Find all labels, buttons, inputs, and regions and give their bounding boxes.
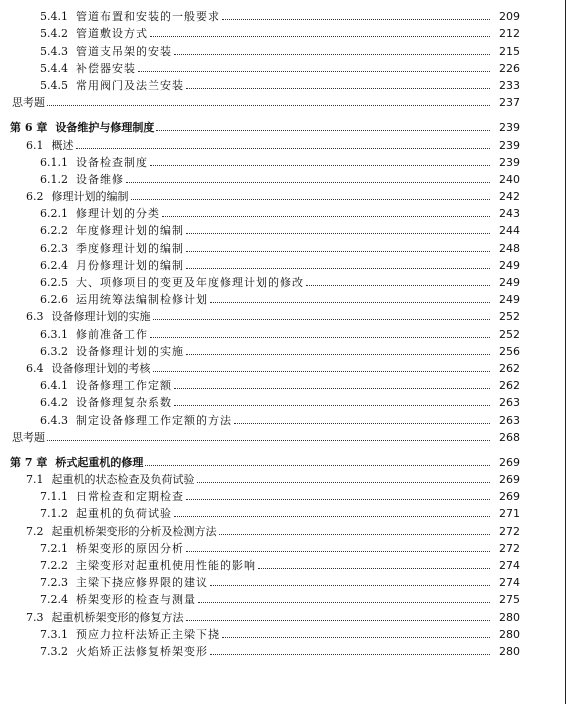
toc-entry[interactable] (0, 40, 520, 57)
toc-entry[interactable] (0, 427, 520, 444)
toc-entry-page: 243 (499, 207, 520, 221)
toc-entry-number: 6.3.1 (40, 327, 68, 341)
toc-entry-number: 6.1.1 (40, 155, 68, 169)
leader-dots (306, 285, 490, 286)
toc-entry-title: 设备修理计划的实施 (76, 344, 184, 358)
toc-entry-page: 274 (499, 559, 520, 572)
toc-entry-page: 239 (499, 155, 520, 169)
leader-dots (174, 516, 490, 517)
toc-entry-page: 272 (499, 541, 520, 555)
leader-dots (153, 371, 491, 372)
toc-entry-page: 233 (499, 78, 520, 92)
toc-entry-number: 6.2.3 (40, 241, 68, 255)
toc-entry-number: 7.2.4 (40, 593, 68, 607)
toc-entry-title: 管道布置和安装的一般要求 (76, 10, 220, 24)
toc-entry-number: 7.1.1 (40, 490, 68, 504)
toc-entry-number: 7.3.2 (40, 644, 68, 658)
toc-entry-title: 火焰矫正法修复桥架变形 (76, 644, 208, 658)
toc-entry-number: 5.4.4 (40, 61, 68, 75)
toc-entry[interactable] (0, 186, 520, 203)
leader-dots (150, 337, 490, 338)
toc-entry-title: 季度修理计划的编制 (76, 241, 184, 255)
toc-entry[interactable] (0, 452, 520, 469)
leader-dots (186, 620, 491, 621)
toc-entry-page: 269 (499, 490, 520, 504)
toc-entry-page: 212 (499, 27, 520, 41)
toc-entry[interactable] (0, 538, 520, 555)
toc-entry[interactable] (0, 624, 520, 641)
toc-entry-page: 262 (499, 361, 520, 375)
leader-dots (186, 499, 490, 500)
leader-dots (162, 216, 490, 217)
toc-entry-number: 6.2.4 (40, 258, 68, 272)
toc-entry[interactable] (0, 503, 520, 520)
toc-entry[interactable] (0, 375, 520, 392)
toc-entry[interactable] (0, 92, 520, 109)
toc-entry-number: 6.4.2 (40, 396, 68, 410)
leader-dots (222, 637, 490, 638)
toc-entry[interactable] (0, 520, 520, 537)
toc-entry-number: 6.3 (26, 310, 44, 324)
toc-entry[interactable] (0, 272, 520, 289)
toc-entry-number: 第 7 章 (10, 455, 48, 469)
leader-dots (174, 388, 490, 389)
toc-entry-title: 设备修理计划的考核 (51, 361, 151, 375)
leader-dots (197, 482, 491, 483)
toc-entry-title: 思考题 (12, 96, 45, 110)
toc-entry-page: 240 (499, 172, 520, 186)
toc-entry[interactable] (0, 641, 520, 658)
leader-dots (186, 88, 490, 89)
toc-entry-page: 269 (499, 473, 520, 487)
toc-entry[interactable] (0, 392, 520, 409)
leader-dots (150, 36, 490, 37)
leader-dots (258, 568, 490, 569)
leader-dots (210, 302, 490, 303)
toc-entry-page: 269 (499, 455, 520, 469)
toc-entry-page: 252 (499, 310, 520, 324)
leader-dots (186, 551, 490, 552)
toc-entry[interactable] (0, 203, 520, 220)
toc-entry-page: 256 (499, 344, 520, 358)
toc-entry-title: 运用统筹法编制检修计划 (76, 293, 208, 307)
toc-entry[interactable] (0, 306, 520, 323)
toc-entry-page: 244 (499, 224, 520, 238)
leader-dots (186, 354, 490, 355)
toc-entry-page: 239 (499, 138, 520, 152)
toc-entry-page: 239 (499, 121, 520, 135)
toc-entry-title: 起重机桥架变形的修复方法 (51, 610, 184, 624)
toc-entry-title: 修理计划的编制 (51, 190, 129, 204)
toc-entry-title: 管道敷设方式 (76, 27, 148, 41)
leader-dots (126, 182, 490, 183)
leader-dots (222, 19, 490, 20)
toc-entry-title: 设备修理复杂系数 (76, 396, 172, 410)
toc-entry[interactable] (0, 255, 520, 272)
leader-dots (234, 423, 490, 424)
toc-entry[interactable] (0, 237, 520, 254)
leader-dots (186, 233, 490, 234)
toc-entry-title: 日常检查和定期检查 (76, 490, 184, 504)
toc-entry-page: 280 (499, 644, 520, 658)
leader-dots (153, 319, 491, 320)
toc-entry-title: 管道支吊架的安装 (76, 44, 172, 58)
toc-entry[interactable] (0, 358, 520, 375)
leader-dots (198, 602, 490, 603)
leader-dots (210, 585, 490, 586)
toc-entry-title: 起重机的负荷试验 (76, 507, 172, 521)
toc-entry-title: 设备检查制度 (76, 155, 148, 169)
leader-dots (156, 130, 490, 131)
leader-dots (47, 440, 490, 441)
toc-entry-title: 预应力拉杆法矫正主梁下挠 (76, 627, 220, 641)
toc-entry-page: 274 (499, 576, 520, 590)
toc-entry-page: 268 (499, 430, 520, 444)
toc-entry-title: 主梁变形对起重机使用性能的影响 (76, 559, 256, 572)
toc-entry-number: 6.4.3 (40, 413, 68, 427)
toc-entry-page: 280 (499, 627, 520, 641)
toc-entry[interactable] (0, 152, 520, 169)
toc-entry-page: 249 (499, 258, 520, 272)
toc-entry-title: 大、项修项目的变更及年度修理计划的修改 (76, 276, 304, 289)
leader-dots (138, 71, 490, 72)
toc-entry-number: 6.2.2 (40, 224, 68, 238)
toc-entry-title: 思考题 (12, 430, 45, 444)
toc-entry-page: 226 (499, 61, 520, 75)
toc-entry-page: 263 (499, 413, 520, 427)
toc-entry[interactable] (0, 75, 520, 92)
toc-entry-number: 7.3 (26, 610, 44, 624)
toc-entry[interactable] (0, 23, 520, 40)
toc-entry-number: 6.2.6 (40, 293, 68, 307)
toc-entry-page: 275 (499, 593, 520, 607)
toc-entry-number: 7.3.1 (40, 627, 68, 641)
toc-entry[interactable] (0, 486, 520, 503)
leader-dots (131, 199, 491, 200)
toc-entry-page: 249 (499, 293, 520, 307)
toc-entry[interactable] (0, 220, 520, 237)
toc-entry-page: 237 (499, 96, 520, 110)
toc-entry-title: 年度修理计划的编制 (76, 224, 184, 238)
leader-dots (150, 165, 490, 166)
toc-entry-title: 修理计划的分类 (76, 207, 160, 221)
toc-entry[interactable] (0, 589, 520, 606)
toc-entry-number: 6.1 (26, 138, 44, 152)
toc-entry-number: 6.2.5 (40, 276, 68, 289)
toc-entry-title: 月份修理计划的编制 (76, 258, 184, 272)
toc-entry-page: 215 (499, 44, 520, 58)
toc-entry-number: 7.1 (26, 473, 44, 487)
toc-entry-number: 6.1.2 (40, 172, 68, 186)
toc-entry-number: 6.4.1 (40, 379, 68, 393)
toc-entry-page: 280 (499, 610, 520, 624)
toc-entry-number: 6.2 (26, 190, 44, 204)
toc-entry-number: 7.2 (26, 524, 44, 538)
toc-entry[interactable] (0, 606, 520, 623)
toc-entry-number: 第 6 章 (10, 121, 48, 135)
toc-entry-number: 5.4.5 (40, 78, 68, 92)
toc-entry-number: 7.1.2 (40, 507, 68, 521)
toc-entry-title: 设备维修 (76, 172, 124, 186)
toc-entry-number: 7.2.1 (40, 541, 68, 555)
toc-entry[interactable] (0, 469, 520, 486)
leader-dots (219, 534, 491, 535)
toc-entry-title: 设备维护与修理制度 (55, 121, 155, 135)
toc-entry-title: 主梁下挠应修界限的建议 (76, 576, 208, 590)
toc-entry-page: 263 (499, 396, 520, 410)
toc-entry[interactable] (0, 134, 520, 151)
toc-entry[interactable] (0, 58, 520, 75)
toc-entry-title: 起重机桥架变形的分析及检测方法 (51, 524, 217, 538)
toc-entry-page: 252 (499, 327, 520, 341)
toc-entry-number: 5.4.1 (40, 10, 68, 24)
toc-entry-number: 5.4.3 (40, 44, 68, 58)
toc-entry-title: 概述 (51, 138, 74, 152)
table-of-contents (0, 6, 520, 658)
toc-entry-number: 5.4.2 (40, 27, 68, 41)
toc-entry-title: 制定设备修理工作定额的方法 (76, 413, 232, 427)
leader-dots (174, 405, 490, 406)
toc-entry-page: 242 (499, 190, 520, 204)
toc-entry-page: 271 (499, 507, 520, 521)
toc-entry[interactable] (0, 289, 520, 306)
toc-entry-page: 262 (499, 379, 520, 393)
toc-entry-number: 6.4 (26, 361, 44, 375)
toc-entry-page: 248 (499, 241, 520, 255)
toc-entry-page: 209 (499, 10, 520, 24)
leader-dots (210, 654, 490, 655)
leader-dots (145, 465, 490, 466)
toc-entry[interactable] (0, 6, 520, 23)
leader-dots (47, 105, 490, 106)
toc-entry-page: 249 (499, 276, 520, 289)
toc-entry-title: 设备修理计划的实施 (51, 310, 151, 324)
toc-entry[interactable] (0, 572, 520, 589)
toc-entry[interactable] (0, 169, 520, 186)
toc-entry-title: 常用阀门及法兰安装 (76, 78, 184, 92)
leader-dots (186, 251, 490, 252)
toc-entry-title: 桥架变形的检查与测量 (76, 593, 196, 607)
toc-entry[interactable] (0, 323, 520, 340)
toc-entry-number: 6.3.2 (40, 344, 68, 358)
toc-entry-title: 设备修理工作定额 (76, 379, 172, 393)
toc-entry[interactable] (0, 341, 520, 358)
toc-entry-number: 6.2.1 (40, 207, 68, 221)
toc-entry-title: 桥架变形的原因分析 (76, 541, 184, 555)
toc-entry-number: 7.2.3 (40, 576, 68, 590)
toc-entry[interactable] (0, 117, 520, 134)
toc-entry-number: 7.2.2 (40, 559, 68, 572)
toc-entry[interactable] (0, 409, 520, 426)
toc-entry-title: 桥式起重机的修理 (55, 455, 144, 469)
toc-entry[interactable] (0, 555, 520, 572)
toc-entry-title: 修前准备工作 (76, 327, 148, 341)
leader-dots (174, 54, 490, 55)
toc-entry-title: 补偿器安装 (76, 61, 136, 75)
leader-dots (186, 268, 490, 269)
leader-dots (76, 148, 491, 149)
toc-entry-title: 起重机的状态检查及负荷试验 (51, 473, 195, 487)
toc-entry-page: 272 (499, 524, 520, 538)
